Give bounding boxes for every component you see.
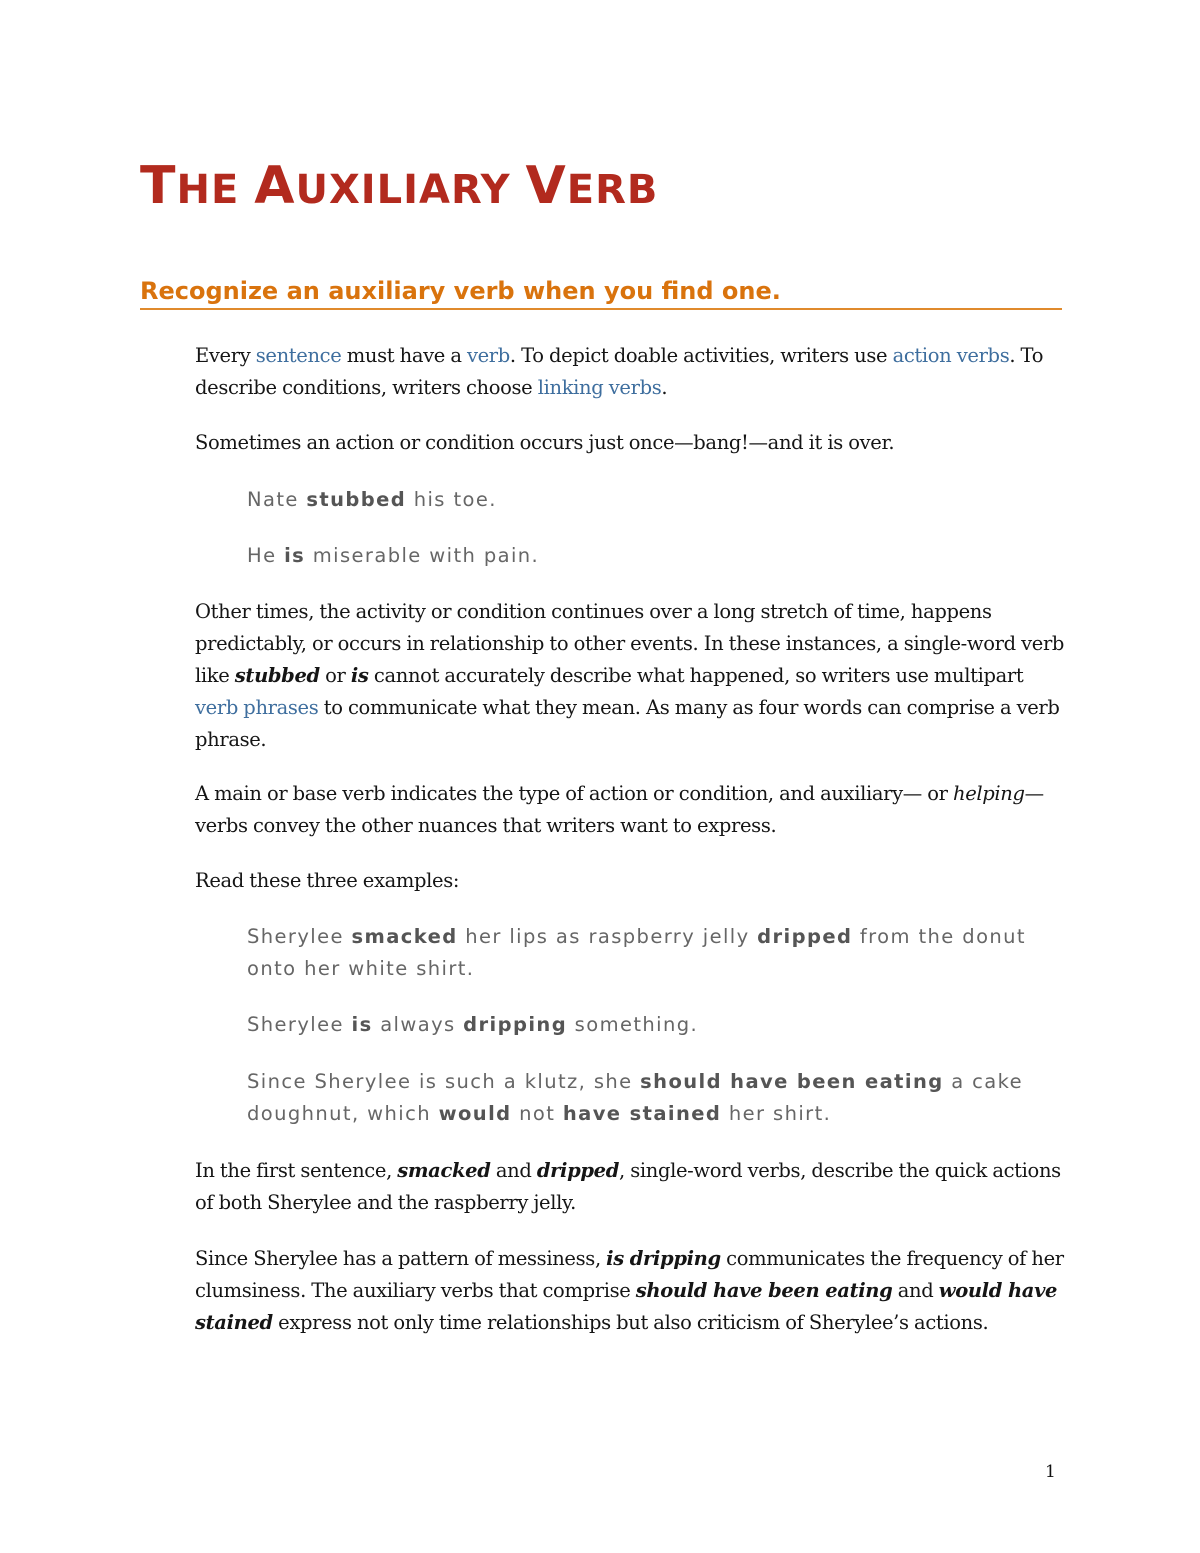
link-linking-verbs[interactable]: linking verbs — [537, 376, 662, 399]
link-verb-phrases[interactable]: verb phrases — [195, 696, 319, 719]
example-sentence: Since Sherylee is such a klutz, she should have been eating a cake doughnut, which would not have stained her shirt. — [247, 1070, 1024, 1125]
example-sentence: He is miserable with pain. — [247, 544, 540, 567]
section-heading: Recognize an auxiliary verb when you find one. — [140, 276, 1062, 310]
example-sentence: Nate stubbed his toe. — [247, 488, 497, 511]
example-sentence: Sherylee is always dripping something. — [247, 1013, 699, 1036]
paragraph-intro: Every sentence must have a verb. To depict doable activities, writers use action verbs. To describe conditions, writers choose linking verbs. — [195, 344, 1044, 399]
paragraph-first-sentence: In the first sentence, smacked and dripped, single-word verbs, describe the quick actions of both Sherylee and the raspberry jelly. — [195, 1159, 1061, 1214]
link-sentence[interactable]: sentence — [255, 344, 342, 367]
link-action-verbs[interactable]: action verbs — [892, 344, 1010, 367]
paragraph-verb-phrases: Other times, the activity or condition continues over a long stretch of time, happens predictably, or occurs in relationship to other events. In these instances, a single-word verb like stubbed or is cannot accurately describe what happened, so writers use multipart verb phrases to communicate what they mean. As many as four words can comprise a verb phrase. — [195, 600, 1065, 751]
paragraph-pattern: Since Sherylee has a pattern of messiness, is dripping communicates the frequency of her clumsiness. The auxiliary verbs that comprise should have been eating and would have stained express not only time relationships but also criticism of Sherylee’s actions. — [195, 1247, 1064, 1334]
example-sentence: Sherylee smacked her lips as raspberry jelly dripped from the donut onto her white shirt. — [247, 925, 1026, 980]
paragraph-auxiliary: A main or base verb indicates the type of action or condition, and auxiliary— or helping—verbs convey the other nuances that writers want to express. — [195, 782, 1044, 837]
page-number: 1 — [1045, 1462, 1056, 1482]
link-verb[interactable]: verb — [466, 344, 510, 367]
paragraph-once: Sometimes an action or condition occurs just once—bang!—and it is over. — [195, 431, 895, 454]
page-title: THE AUXILIARY VERB — [140, 156, 659, 216]
paragraph-read-examples: Read these three examples: — [195, 869, 460, 892]
